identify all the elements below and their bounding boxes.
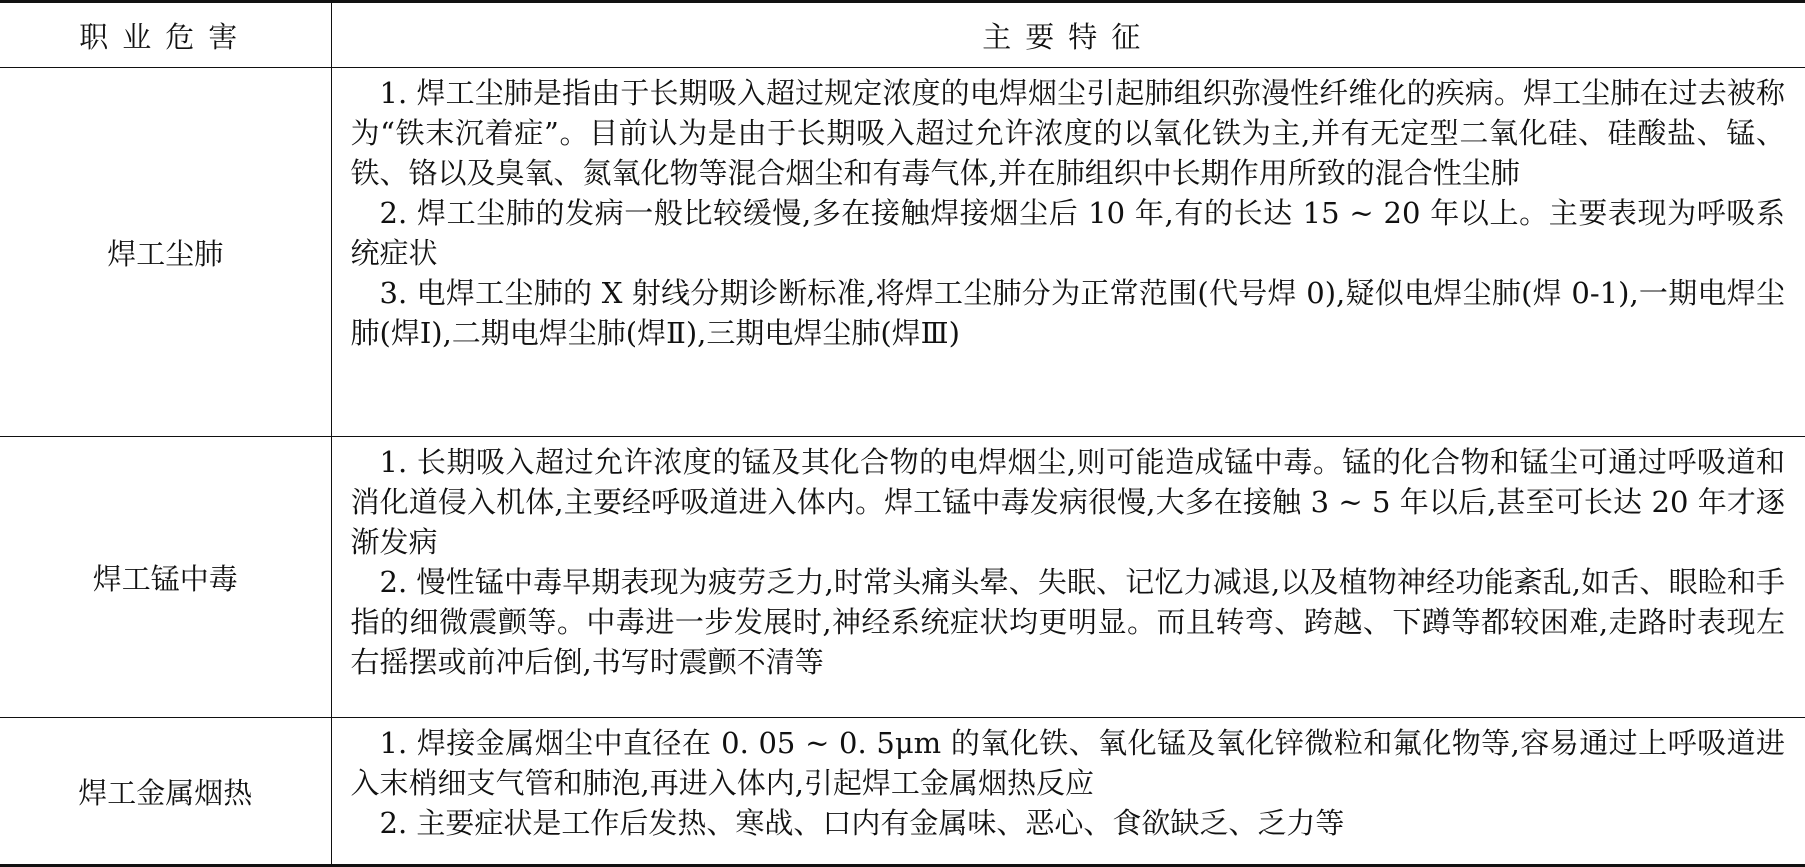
feature-item: 2. 焊工尘肺的发病一般比较缓慢,多在接触焊接烟尘后 10 年,有的长达 15 ~ 20 年以上。主要表现为呼吸系统症状 [350,196,1785,270]
table-row [0,68,1805,437]
table-row [0,718,1805,866]
feature-item: 1. 长期吸入超过允许浓度的锰及其化合物的电焊烟尘,则可能造成锰中毒。锰的化合物和锰尘可通过呼吸道和消化道侵入机体,主要经呼吸道进入体内。焊工锰中毒发病很慢,大多在接触 3 ~ 5 年以后,甚至可长达 20 年才逐渐发病 [350,445,1785,559]
table-row [0,437,1805,718]
feature-item: 1. 焊接金属烟尘中直径在 0. 05 ~ 0. 5μm 的氧化铁、氧化锰及氧化锌微粒和氟化物等,容易通过上呼吸道进入末梢细支气管和肺泡,再进入体内,引起焊工金属烟热反应 [350,726,1785,800]
feature-item: 3. 电焊工尘肺的 X 射线分期诊断标准,将焊工尘肺分为正常范围(代号焊 0),疑似电焊尘肺(焊 0-1),一期电焊尘肺(焊Ⅰ),二期电焊尘肺(焊Ⅱ),三期电焊尘肺(焊Ⅲ) [350,276,1785,350]
hazard-name: 焊工金属烟热 [0,718,331,866]
header-hazard: 职业危害 [0,2,331,68]
hazard-features [331,68,1805,437]
hazard-features [331,718,1805,866]
feature-item: 2. 主要症状是工作后发热、寒战、口内有金属味、恶心、食欲缺乏、乏力等 [379,806,1345,840]
feature-item: 2. 慢性锰中毒早期表现为疲劳乏力,时常头痛头晕、失眠、记忆力减退,以及植物神经功能紊乱,如舌、眼睑和手指的细微震颤等。中毒进一步发展时,神经系统症状均更明显。而且转弯、跨越、下蹲等都较困难,走路时表现左右摇摆或前冲后倒,书写时震颤不清等 [350,565,1785,679]
hazard-name: 焊工锰中毒 [0,437,331,718]
feature-item: 1. 焊工尘肺是指由于长期吸入超过规定浓度的电焊烟尘引起肺组织弥漫性纤维化的疾病。焊工尘肺在过去被称为“铁末沉着症”。目前认为是由于长期吸入超过允许浓度的以氧化铁为主,并有无定型二氧化硅、硅酸盐、锰、铁、铬以及臭氧、氮氧化物等混合烟尘和有毒气体,并在肺组织中长期作用所致的混合性尘肺 [350,76,1785,190]
hazard-features [331,437,1805,718]
table-header-row [0,2,1805,68]
header-features: 主要特征 [331,2,1805,68]
hazard-name: 焊工尘肺 [0,68,331,437]
